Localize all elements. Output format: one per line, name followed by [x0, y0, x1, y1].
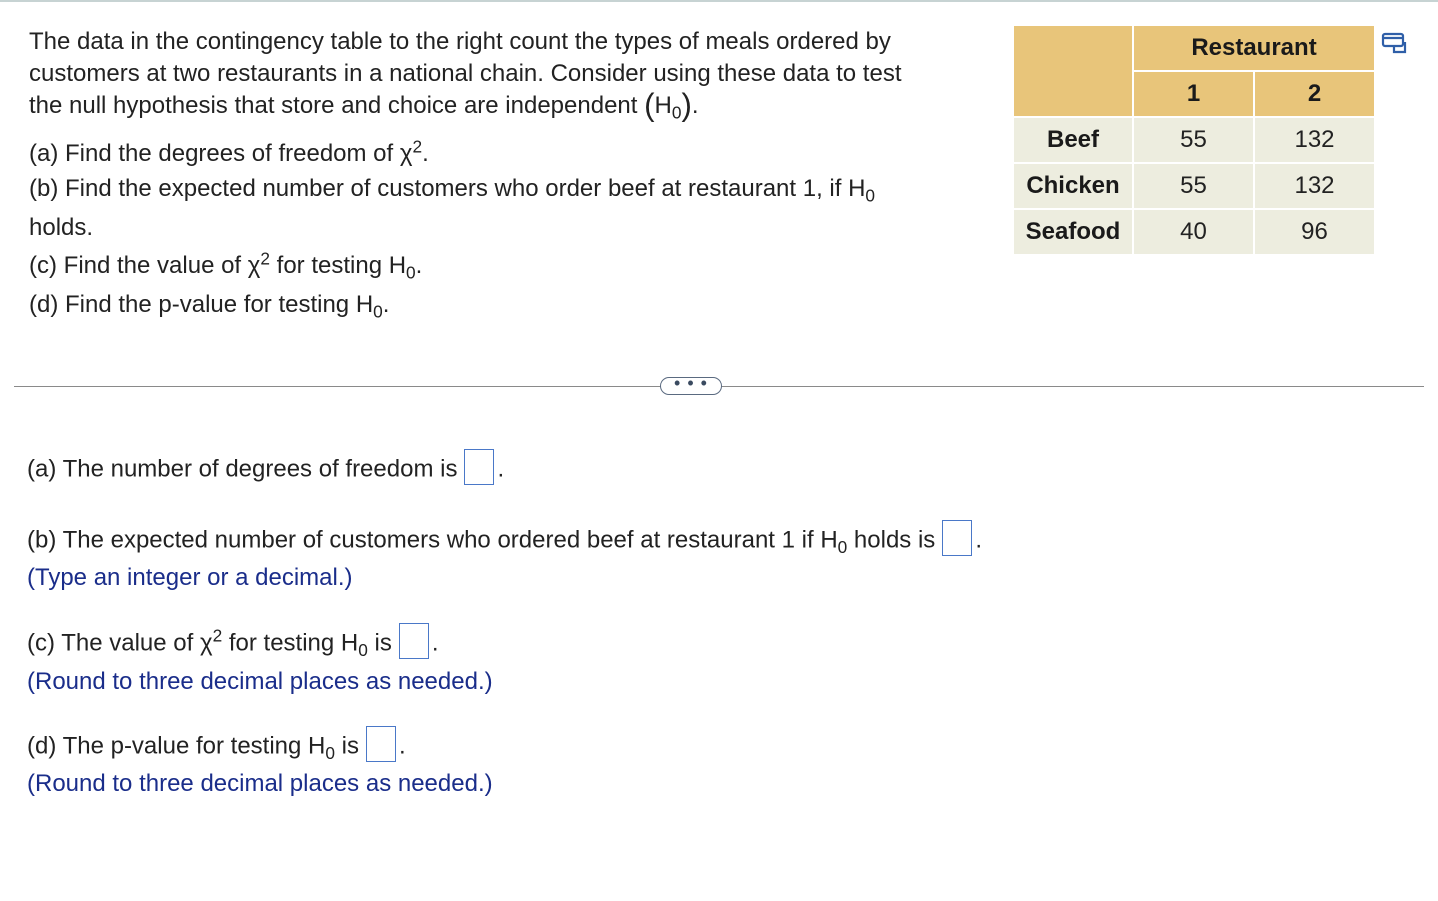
answer-c-hint: (Round to three decimal places as needed.)	[27, 668, 493, 695]
row-label: Seafood	[1013, 209, 1133, 255]
popout-icon[interactable]	[1381, 31, 1407, 55]
answer-c: (c) The value of $\chi^2$ for testing $H_0$ is .	[27, 626, 439, 662]
table-row	[1013, 163, 1375, 209]
top-border	[0, 0, 1438, 2]
intro-line-1: The data in the contingency table to the right count the types of meals ordered by	[29, 28, 891, 55]
table-cell: 55	[1133, 117, 1254, 163]
intro-line-2: customers at two restaurants in a national chain. Consider using these data to test	[29, 60, 902, 87]
answer-b-input[interactable]	[942, 520, 972, 556]
table-row	[1013, 117, 1375, 163]
table-cell: 132	[1254, 163, 1375, 209]
table-corner	[1013, 25, 1133, 117]
table-cell: 40	[1133, 209, 1254, 255]
part-b-prompt: (b) Find the expected number of customers who order beef at restaurant 1, if $H_0$	[29, 175, 876, 206]
column-header: 2	[1254, 71, 1375, 117]
answer-b-hint: (Type an integer or a decimal.)	[27, 564, 353, 591]
table-row	[1013, 209, 1375, 255]
part-a-prompt: (a) Find the degrees of freedom of $\chi^2$.	[29, 136, 429, 167]
part-b-prompt-cont: holds.	[29, 214, 94, 241]
part-c-prompt: (c) Find the value of $\chi^2$ for testing $H_0$.	[29, 248, 423, 283]
answer-d-hint: (Round to three decimal places as needed.)	[27, 770, 493, 797]
table-cell: 132	[1254, 117, 1375, 163]
group-header: Restaurant	[1133, 25, 1375, 71]
answer-a-input[interactable]	[464, 449, 494, 485]
contingency-table	[1012, 24, 1376, 256]
intro-line-3: the null hypothesis that store and choice are independent $(H_0)$.	[29, 87, 699, 123]
answer-d-input[interactable]	[366, 726, 396, 762]
answer-c-input[interactable]	[399, 623, 429, 659]
table-cell: 55	[1133, 163, 1254, 209]
column-header: 1	[1133, 71, 1254, 117]
answer-a: (a) The number of degrees of freedom is .	[27, 452, 504, 488]
table-cell: 96	[1254, 209, 1375, 255]
row-label: Beef	[1013, 117, 1133, 163]
part-d-prompt: (d) Find the p-value for testing $H_0$.	[29, 291, 390, 322]
answer-b: (b) The expected number of customers who ordered beef at restaurant 1 if $H_0$ holds is .	[27, 523, 982, 559]
more-options-button[interactable]: • • •	[660, 377, 722, 395]
row-label: Chicken	[1013, 163, 1133, 209]
answer-d: (d) The p-value for testing $H_0$ is .	[27, 729, 406, 765]
